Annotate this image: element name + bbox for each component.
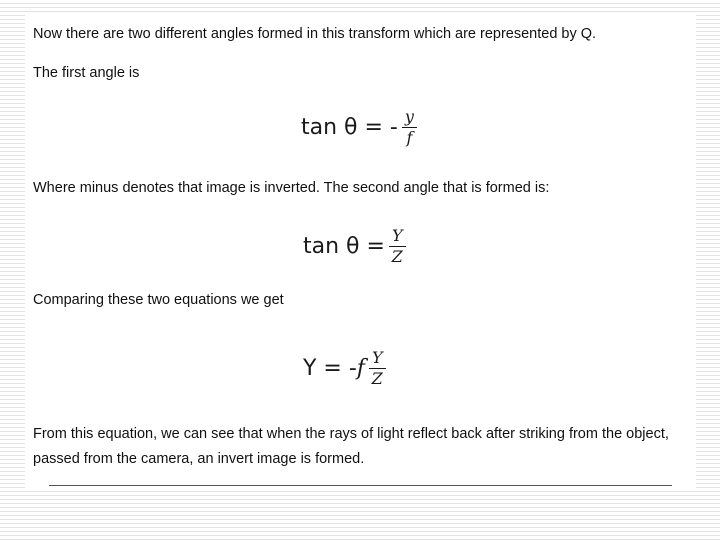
fraction-numerator: y	[402, 108, 417, 128]
equation-fraction	[389, 227, 406, 266]
equation-variable: f	[356, 356, 365, 381]
fraction-denominator: Z	[391, 247, 403, 266]
comparing-paragraph: Comparing these two equations we get	[33, 292, 284, 308]
equation-fraction	[402, 108, 417, 147]
fraction-numerator: Y	[389, 227, 406, 247]
footer-divider	[49, 485, 672, 486]
document-panel	[25, 15, 696, 488]
equation-lhs: tan θ = -	[301, 115, 398, 140]
intro-paragraph: Now there are two different angles formed in this transform which are represented by Q.	[33, 26, 597, 42]
fraction-numerator: Y	[369, 349, 386, 369]
equation-result	[303, 349, 386, 388]
equation-fraction	[369, 349, 386, 388]
fraction-denominator: Z	[371, 369, 383, 388]
equation-second-angle	[303, 227, 406, 266]
equation-first-angle	[301, 108, 417, 147]
equation-lhs: tan θ =	[303, 234, 385, 259]
where-minus-paragraph: Where minus denotes that image is inverted. The second angle that is formed is:	[33, 180, 550, 196]
fraction-denominator: f	[406, 128, 413, 147]
first-angle-paragraph: The first angle is	[33, 65, 140, 81]
equation-lhs: Y = -	[303, 356, 357, 381]
conclusion-paragraph: From this equation, we can see that when the rays of light reflect back after striking from the object, passed from the camera, an invert image is formed.	[33, 426, 669, 467]
